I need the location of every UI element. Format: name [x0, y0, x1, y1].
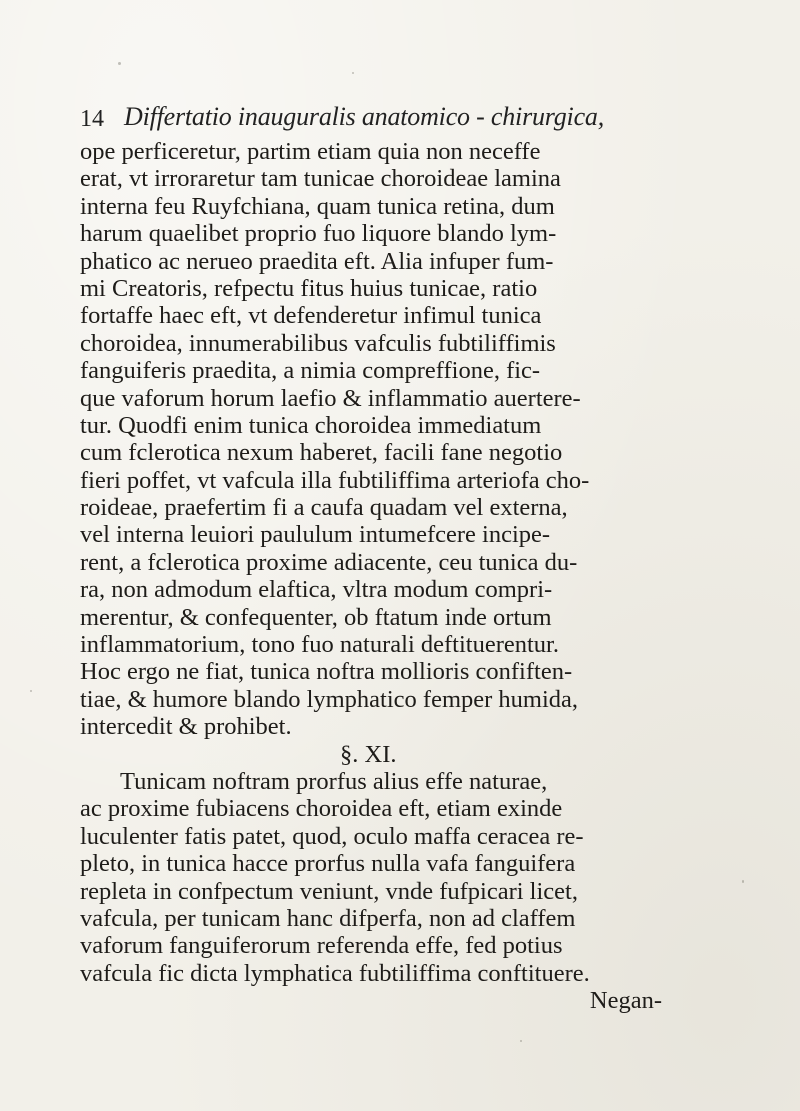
text-line: fieri poffet, vt vafcula illa fubtiliffima arteriofa cho-: [80, 466, 590, 494]
text-line: repleta in confpectum veniunt, vnde fufpicari licet,: [80, 877, 578, 905]
paper-speck: [352, 72, 354, 74]
text-line: merentur, & confequenter, ob ftatum inde ortum: [80, 603, 552, 631]
text-line: pleto, in tunica hacce prorfus nulla vafa fanguifera: [80, 850, 576, 878]
text-line: ac proxime fubiacens choroidea eft, etiam exinde: [80, 795, 563, 823]
text-line: fanguiferis praedita, a nimia compreffione, fic-: [80, 357, 541, 385]
text-line: cum fclerotica nexum haberet, facili fane negotio: [80, 439, 563, 467]
text-line: vaforum fanguiferorum referenda effe, fed potius: [80, 932, 563, 960]
text-line: mi Creatoris, refpectu fitus huius tunicae, ratio: [80, 274, 538, 302]
text-line: ra, non admodum elaftica, vltra modum compri-: [80, 576, 553, 604]
paper-speck: [742, 880, 744, 883]
text-line: Tunicam noftram prorfus alius effe naturae,: [120, 767, 548, 795]
text-line: roideae, praefertim fi a caufa quadam vel externa,: [80, 494, 568, 522]
text-line: rent, a fclerotica proxime adiacente, ceu tunica du-: [80, 548, 578, 576]
text-line: inflammatorium, tono fuo naturali deftituerentur.: [80, 631, 559, 659]
text-line: tiae, & humore blando lymphatico femper humida,: [80, 685, 579, 713]
paper-speck: [520, 1040, 522, 1042]
text-line: que vaforum horum laefio & inflammatio auertere-: [80, 384, 581, 412]
text-line: phatico ac nerueo praedita eft. Alia infuper fum-: [80, 247, 554, 275]
text-line: fortaffe haec eft, vt defenderetur infimul tunica: [80, 302, 542, 330]
text-line: tur. Quodfi enim tunica choroidea immediatum: [80, 411, 542, 439]
text-line: vafcula, per tunicam hanc difperfa, non ad claffem: [80, 904, 576, 932]
text-line: harum quaelibet proprio fuo liquore blando lym-: [80, 220, 557, 248]
text-line: erat, vt irroraretur tam tunicae choroideae lamina: [80, 165, 561, 193]
text-line: vel interna leuiori paululum intumefcere incipe-: [80, 521, 551, 549]
page-header: [80, 100, 720, 134]
text-line: ope perficeretur, partim etiam quia non neceffe: [80, 138, 541, 165]
text-line: choroidea, innumerabilibus vafculis fubtiliffimis: [80, 329, 556, 357]
text-line: luculenter fatis patet, quod, oculo maffa ceracea re-: [80, 822, 584, 850]
catchword: Negan-: [589, 987, 662, 1015]
text-line: intercedit & prohibet.: [80, 713, 292, 741]
text-line: interna feu Ruyfchiana, quam tunica retina, dum: [80, 192, 555, 220]
text-line: vafcula fic dicta lymphatica fubtiliffima conftituere.: [80, 959, 590, 987]
paper-speck: [118, 62, 121, 65]
section-heading: §. XI.: [340, 740, 397, 768]
page-number: 14: [80, 106, 104, 132]
running-title: Differtatio inauguralis anatomico - chirurgica,: [124, 102, 605, 131]
body-text: [80, 138, 720, 1015]
text-line: Hoc ergo ne fiat, tunica noftra mollioris confiften-: [80, 658, 573, 686]
paper-speck: [30, 690, 32, 692]
